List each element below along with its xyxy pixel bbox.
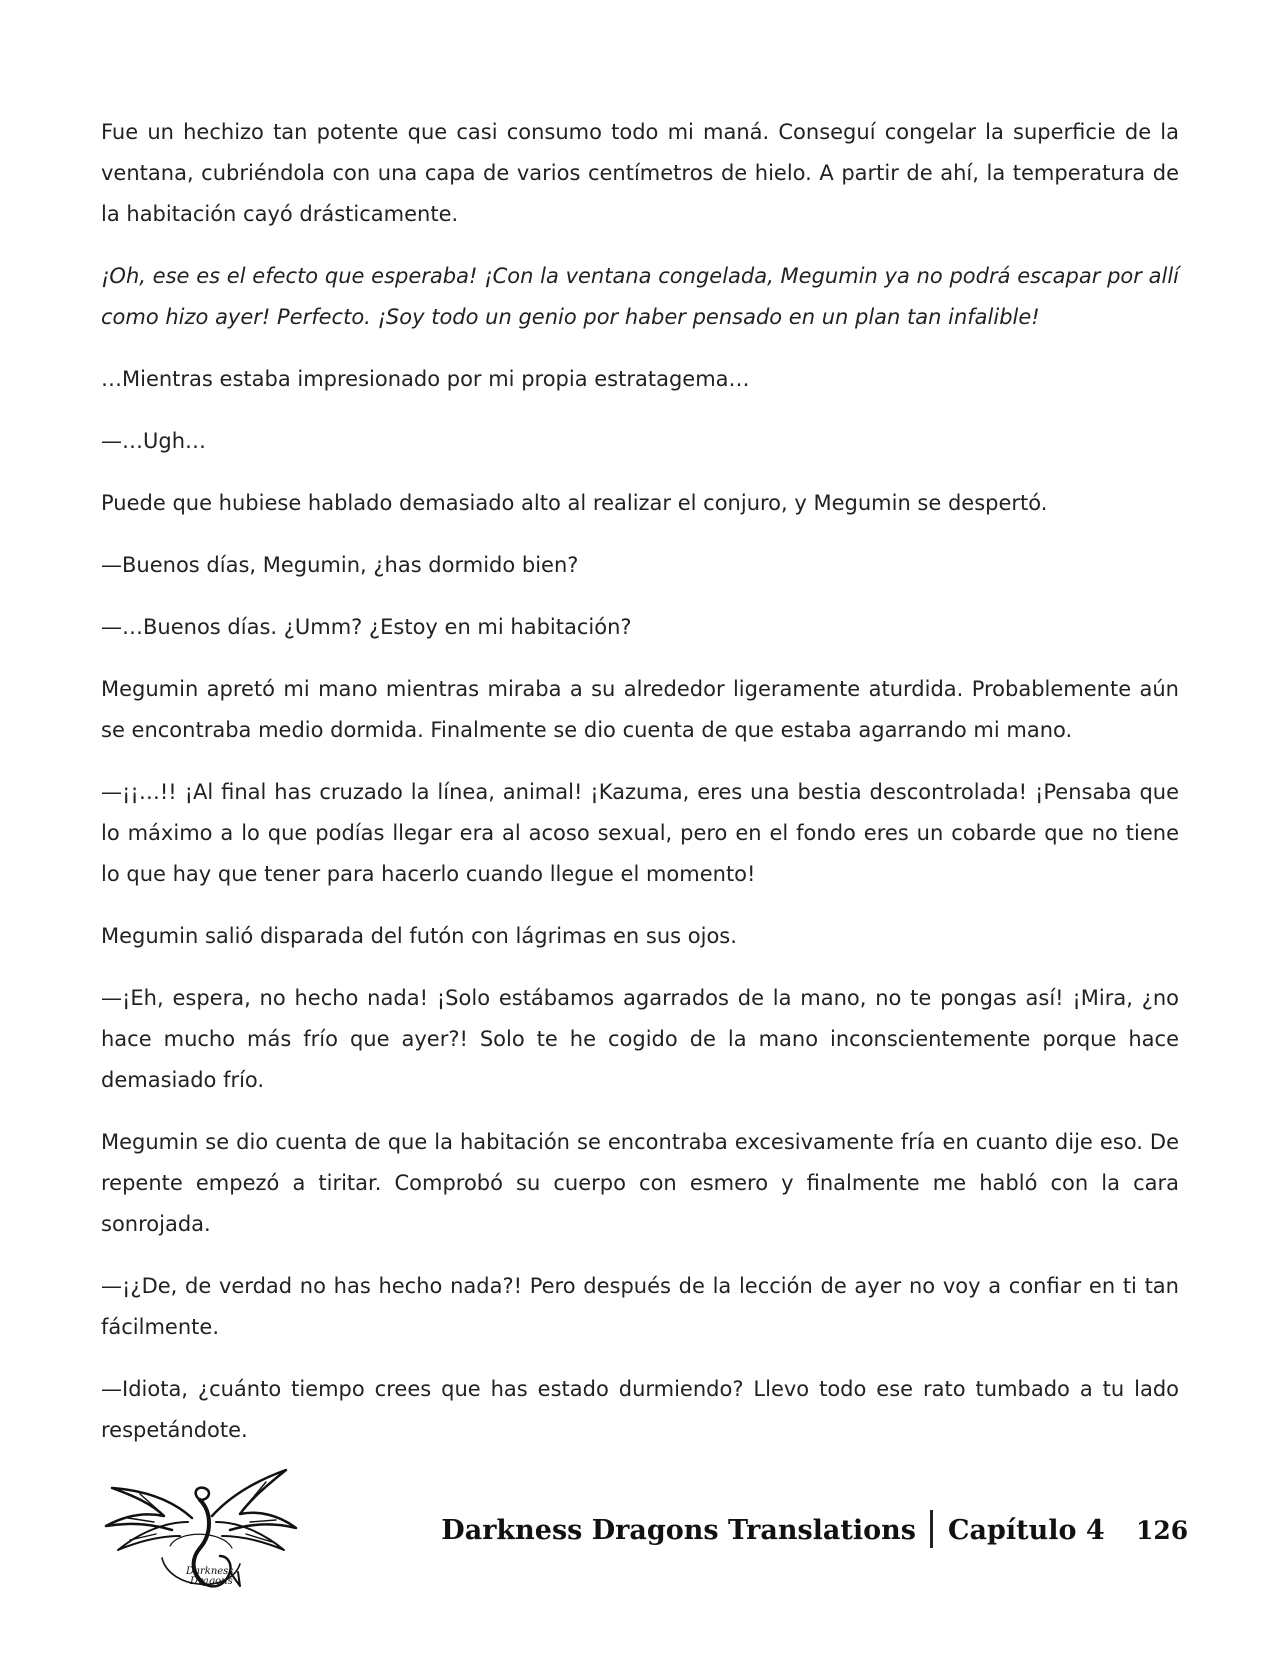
footer-chapter-label: Capítulo 4 [948, 1514, 1105, 1546]
paragraph-12: Megumin se dio cuenta de que la habitación se encontraba excesivamente fría en cuanto dije eso. De repente empezó a tiritar. Comprobó su cuerpo con esmero y finalmente me habló con la cara sonrojada. [101, 1130, 1179, 1236]
paragraph-5: Puede que hubiese hablado demasiado alto al realizar el conjuro, y Megumin se despertó. [101, 491, 1048, 515]
paragraph-2-thought: ¡Oh, ese es el efecto que esperaba! ¡Con la ventana congelada, Megumin ya no podrá escapar por allí como hizo ayer! Perfecto. ¡Soy todo un genio por haber pensado en un plan tan infalible! [101, 264, 1179, 329]
paragraph-3: …Mientras estaba impresionado por mi propia estratagema… [101, 367, 750, 391]
page-body [101, 112, 1179, 1472]
paragraph-9-dialogue: —¡¡…!! ¡Al final has cruzado la línea, animal! ¡Kazuma, eres una bestia descontrolada! ¡Pensaba que lo máximo a lo que podías llegar era al acoso sexual, pero en el fondo eres un cobarde que no tiene lo que hay que tener para hacerlo cuando llegue el momento! [101, 780, 1179, 886]
paragraph-8: Megumin apretó mi mano mientras miraba a su alrededor ligeramente aturdida. Probablemente aún se encontraba medio dormida. Finalmente se dio cuenta de que estaba agarrando mi mano. [101, 677, 1179, 742]
dragon-emblem-svg [100, 1460, 300, 1600]
footer-translator-credit: Darkness Dragons Translations [441, 1514, 916, 1546]
paragraph-11-dialogue: —¡Eh, espera, no hecho nada! ¡Solo estábamos agarrados de la mano, no te pongas así! ¡Mira, ¿no hace mucho más frío que ayer?! Solo te he cogido de la mano inconscientemente porque hace demasiado frío. [101, 986, 1179, 1092]
paragraph-10: Megumin salió disparada del futón con lágrimas en sus ojos. [101, 924, 737, 948]
paragraph-4-dialogue: —…Ugh… [101, 429, 207, 453]
paragraph-1: Fue un hechizo tan potente que casi consumo todo mi maná. Conseguí congelar la superficie de la ventana, cubriéndola con una capa de varios centímetros de hielo. A partir de ahí, la temperatura de la habitación cayó drásticamente. [101, 120, 1179, 226]
paragraph-14-dialogue: —Idiota, ¿cuánto tiempo crees que has estado durmiendo? Llevo todo ese rato tumbado a tu lado respetándote. [101, 1377, 1179, 1442]
logo-text-darkness: Darkness [186, 1566, 234, 1577]
dragon-emblem-icon [100, 1460, 300, 1600]
paragraph-13-dialogue: —¡¿De, de verdad no has hecho nada?! Pero después de la lección de ayer no voy a confiar en ti tan fácilmente. [101, 1274, 1179, 1339]
paragraph-6-dialogue: —Buenos días, Megumin, ¿has dormido bien? [101, 553, 579, 577]
paragraph-7-dialogue: —…Buenos días. ¿Umm? ¿Estoy en mi habitación? [101, 615, 632, 639]
footer-page-number: 126 [1136, 1515, 1189, 1545]
logo-text-dragons: Dragons [190, 1576, 233, 1587]
footer-divider [930, 1510, 933, 1548]
